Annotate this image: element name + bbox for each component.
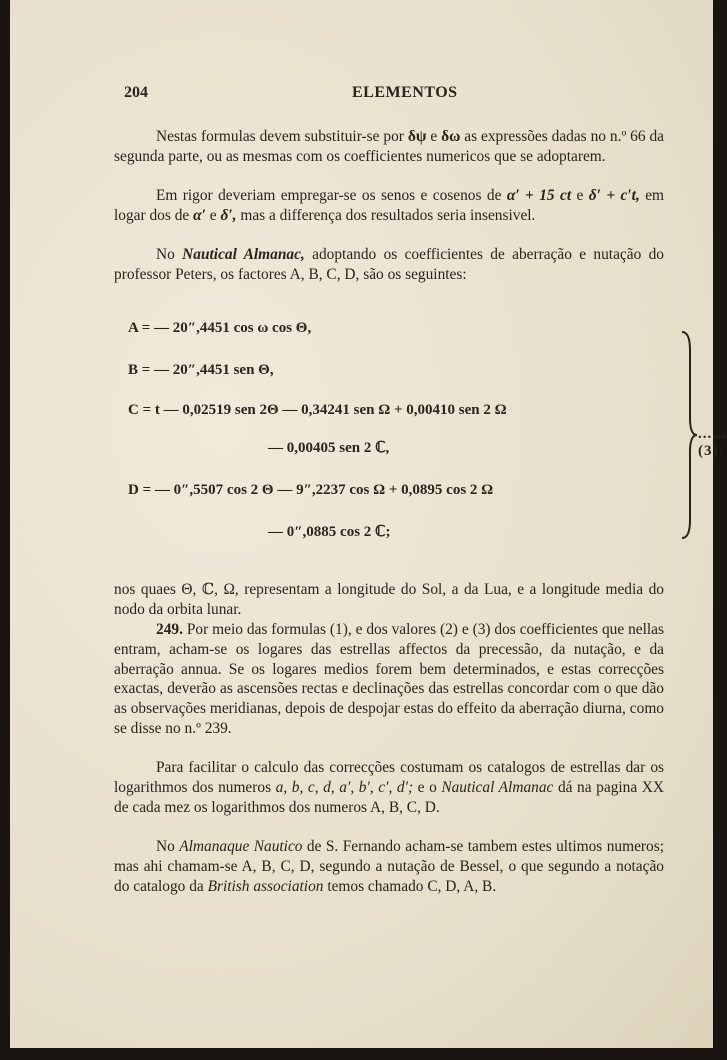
- paragraph-3: No Nautical Almanac, adoptando os coefficientes de aberração e nutação do professor Peters, os factores A, B, C, D, são os seguintes:: [114, 246, 664, 283]
- paragraph-5: 249. Por meio das formulas (1), e dos valores (2) e (3) dos coefficientes que nellas entram, acham-se os logares das estrellas affectos da precessão, da nutação, e da aberração annua. Se os logares medios forem bem determinados, e estas correcções exactas, deverão as ascensões rectas e declinações das estrellas concordar com o que dão as observações meridianas, depois de despojar estas do effeito da aberração diurna, como se disse no n.º 239.: [114, 621, 664, 737]
- page-header: [124, 84, 653, 106]
- equation-block-3: [128, 306, 727, 556]
- equation-c-line2: — 0,00405 sen 2 ℂ,: [268, 440, 390, 456]
- page-number: 204: [124, 84, 148, 101]
- book-page: [10, 0, 727, 1048]
- paragraph-7: No Almanaque Nautico de S. Fernando acham-se tambem estes ultimos numeros; mas ahi chamam-se A, B, C, D, segundo a nutação de Bessel, o que segundo a notação do catalogo da British association temos chamado C, D, A, B.: [114, 838, 664, 895]
- equation-c-line1: C = t — 0,02519 sen 2Θ — 0,34241 sen Ω + 0,00410 sen 2 Ω: [128, 402, 507, 418]
- equation-b: B = — 20″,4451 sen Θ,: [128, 362, 274, 378]
- equation-d-line2: — 0″,0885 cos 2 ℂ;: [268, 524, 391, 540]
- equation-d-line1: D = — 0″,5507 cos 2 Θ — 9″,2237 cos Ω + 0,0895 cos 2 Ω: [128, 482, 494, 498]
- equation-number: ...... (3).: [698, 426, 727, 459]
- paragraph-2: Em rigor deveriam empregar-se os senos e cosenos de α′ + 15 ct e δ′ + c′t, em logar dos de α′ e δ′, mas a differença dos resultados seria insensivel.: [114, 187, 664, 224]
- section-number: 249.: [156, 621, 183, 638]
- curly-brace-icon: [680, 330, 698, 540]
- paragraph-4: nos quaes Θ, ℂ, Ω, representam a longitude do Sol, a da Lua, e a longitude media do nodo da orbita lunar.: [114, 581, 664, 618]
- paragraph-1: Nestas formulas devem substituir-se por δψ e δω as expressões dadas no n.º 66 da segunda parte, ou as mesmas com os coefficientes numericos que se adoptarem.: [114, 128, 664, 165]
- running-title: ELEMENTOS: [352, 84, 458, 101]
- paragraph-6: Para facilitar o calculo das correcções costumam os catalogos de estrellas dar os logarithmos dos numeros a, b, c, d, a′, b′, c′, d′; e o Nautical Almanac dá na pagina XX de cada mez os logarithmos dos numeros A, B, C, D.: [114, 759, 664, 816]
- equation-a: A = — 20″,4451 cos ω cos Θ,: [128, 320, 312, 336]
